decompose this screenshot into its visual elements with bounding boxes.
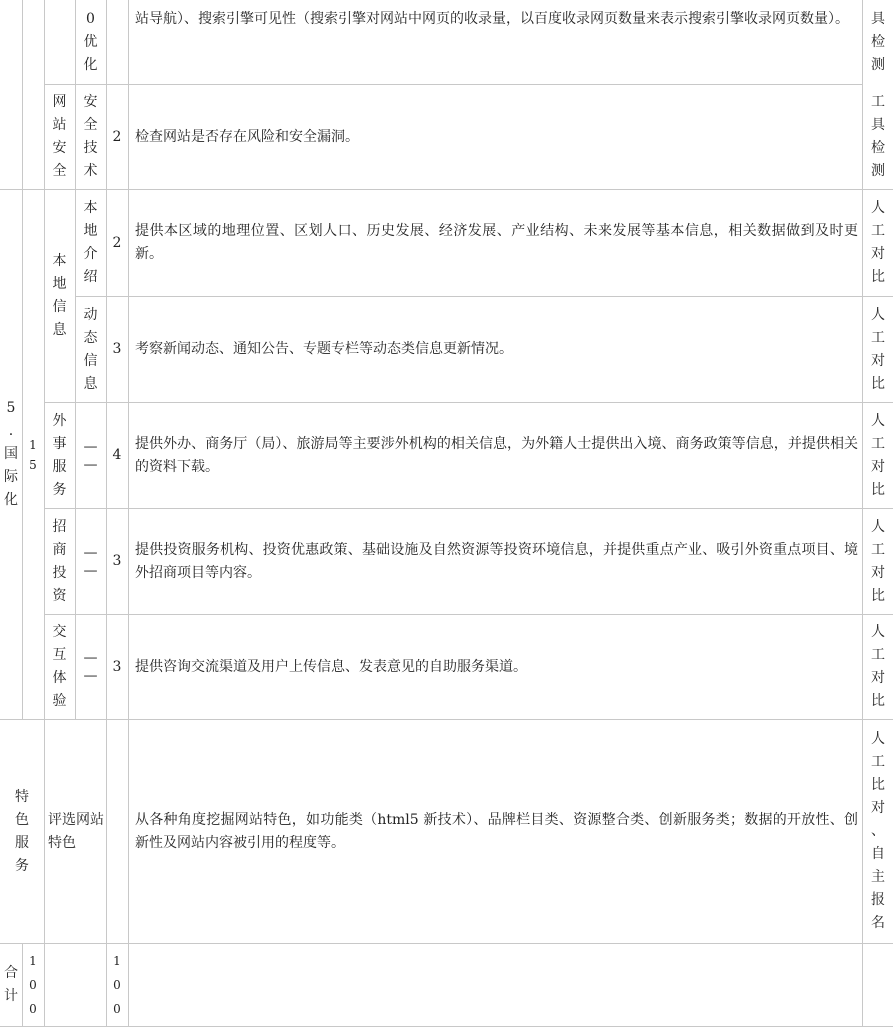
category-label: 特 色 服 务 (15, 788, 29, 874)
sub-category-label: 外 事 服 务 (52, 412, 67, 498)
item-points: 2 (112, 128, 122, 145)
item-description: 提供咨询交流渠道及用户上传信息、发表意见的自助服务渠道。 (135, 658, 527, 675)
item-description: 提供本区域的地理位置、区划人口、历史发展、经济发展、产业结构、未来发展等基本信息，相关数据做到及时更新。 (135, 223, 858, 262)
evaluation-method: 人 工 对 比 (871, 306, 885, 392)
item-description: 提供外办、商务厅（局）、旅游局等主要涉外机构的相关信息，为外籍人士提供出入境、商务政策等信息，并提供相关的资料下载。 (135, 435, 858, 475)
category-score: 1 5 (29, 437, 37, 472)
evaluation-method: 人 工 对 比 (871, 518, 885, 604)
item-description: 考察新闻动态、通知公告、专题专栏等动态类信息更新情况。 (135, 341, 513, 357)
sub-category-label: 本 地 信 息 (52, 253, 67, 338)
evaluation-method: 具 检 测 (871, 11, 885, 73)
evaluation-method: 人 工 对 比 (871, 200, 885, 285)
total-points: 1 0 0 (113, 954, 121, 1016)
item-points: 2 (112, 234, 122, 251)
item-points: 3 (112, 658, 122, 675)
item-description: 从各种角度挖掘网站特色，如功能类（html5 新技术）、品牌栏目类、资源整合类、创新服务类；数据的开放性、创新性及网站内容被引用的程度等。 (135, 811, 858, 851)
item-description: 站导航）、搜索引擎可见性（搜索引擎对网站中网页的收录量，以百度收录网页数量来表示搜索引擎收录网页数量）。 (135, 11, 849, 27)
item-points: 3 (112, 341, 122, 357)
sub-item-label: — — (83, 650, 98, 684)
item-points: 4 (112, 447, 122, 463)
item-description: 检查网站是否存在风险和安全漏洞。 (135, 128, 359, 145)
sub-item-label: 安 全 技 术 (83, 94, 98, 179)
sub-item-label: — — (83, 438, 98, 473)
evaluation-method: 人 工 对 比 (871, 412, 885, 498)
evaluation-method: 人 工 对 比 (871, 624, 885, 709)
category-label: 5 . 国 际 化 (4, 400, 18, 508)
sub-item-label: — — (83, 544, 98, 579)
sub-category-label: 交 互 体 验 (52, 624, 67, 709)
sub-category-label: 网 站 安 全 (52, 94, 67, 179)
row-divider (0, 1026, 893, 1027)
evaluation-method: 人 工 比 对 、 自 主 报 名 (871, 731, 885, 931)
col-divider (22, 0, 23, 189)
evaluation-method: 工 具 检 测 (871, 94, 885, 179)
total-label: 合 计 (4, 965, 18, 1004)
row-divider (0, 943, 893, 944)
sub-item-label: 本 地 介 绍 (83, 200, 98, 285)
item-description: 提供投资服务机构、投资优惠政策、基础设施及自然资源等投资环境信息，并提供重点产业、吸引外资重点项目、境外招商项目等内容。 (135, 541, 858, 581)
item-points: 3 (112, 553, 122, 569)
sub-item-label: 动 态 信 息 (83, 306, 98, 392)
total-score: 1 0 0 (29, 954, 37, 1016)
sub-item-label: 0 优 化 (83, 11, 98, 73)
sub-category-label: 招 商 投 资 (52, 518, 67, 604)
sub-category-label: 评选网站特色 (48, 811, 104, 851)
